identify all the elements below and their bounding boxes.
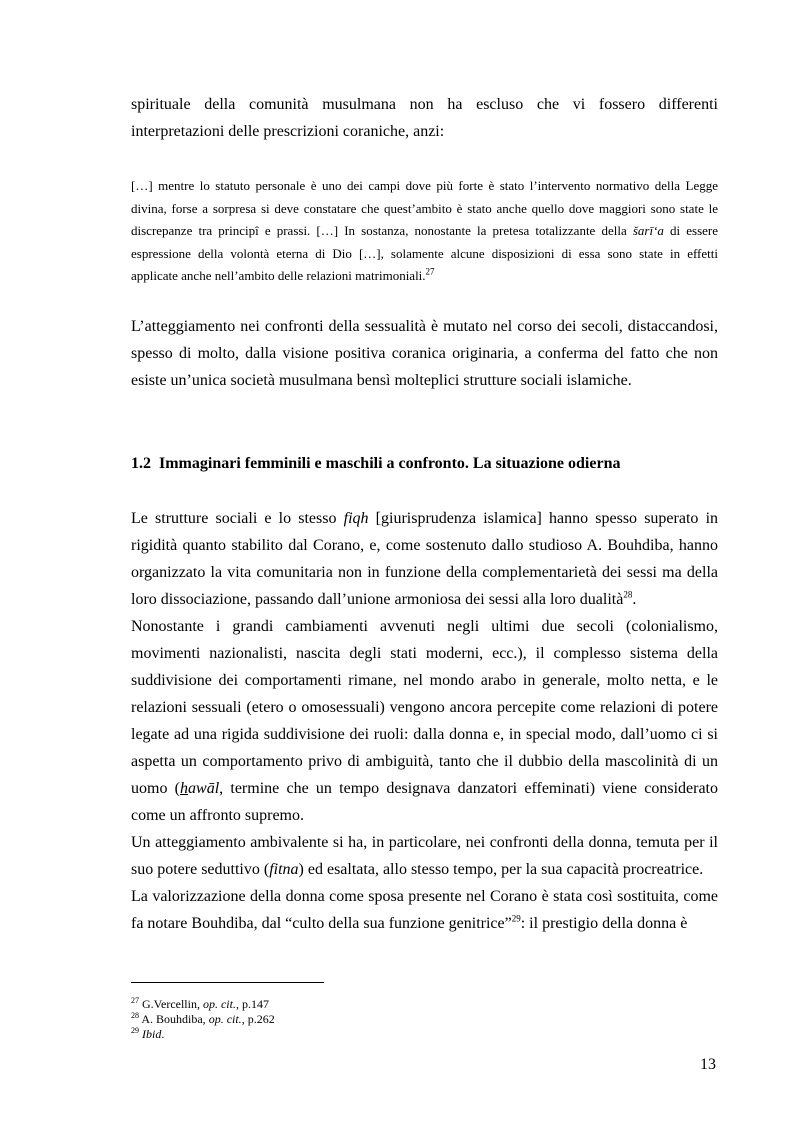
footnote-27: $^{27}$ G.Vercellin, op. cit., p.147 [131,996,269,1011]
text-line: movimenti nazionalisti, nascita degli stati moderni, ecc.), il complesso sistema della [131,645,718,662]
text-line: legate ad una rigida suddivisione dei ruoli: dalla donna e, in special modo, dall’uomo ci si [131,726,718,743]
term-sharia: šarī‘a [632,223,664,238]
text-line: esiste un’unica società musulmana bensì molteplici strutture sociali islamiche. [131,372,632,389]
footnote-separator [131,982,324,983]
footnotes [131,997,275,1042]
paragraph-attitude [131,313,718,394]
quote-line: divina, forse a sorpresa si deve constatare che quest’ambito è stato anche quello dove maggiori sono state le [131,200,718,216]
text-line: Un atteggiamento ambivalente si ha, in particolare, nei confronti della donna, temuta per il [131,834,718,851]
quote-line: applicate anche nell’ambito delle relazioni matrimoniali.$^{27}$ [131,266,435,283]
footnote-ref: 28 [623,589,633,600]
quote-line: discrepanze tra principî e prassi. […] In sostanza, nonostante la pretesa totalizzante della šarī‘a di essere [131,223,719,238]
text-line: rigidità quanto stabilito dal Corano, e, come sostenuto dallo studioso A. Bouhdiba, hanno [131,537,718,554]
block-quote [131,175,718,288]
text-line: Le strutture sociali e lo stesso fiqh [giurisprudenza islamica] hanno spesso superato in [131,510,719,527]
text-line: suo potere seduttivo (fitna) ed esaltata, allo stesso tempo, per la sua capacità procreatrice. [131,861,704,878]
text-line: aspetta un comportamento privo di ambiguità, tanto che il dubbio della mascolinità di un [131,753,718,770]
text-line: L’atteggiamento nei confronti della sessualità è mutato nel corso dei secoli, distaccandosi, [131,318,718,335]
text-line: loro dissociazione, passando dall’unione armoniosa dei sessi alla loro dualità$^{28}$. [131,589,637,608]
paragraph-structures [131,505,718,937]
text-line: organizzato la vita comunitaria non in funzione della complementarietà dei sessi ma della [131,564,718,581]
page-number: 13 [700,1056,716,1073]
section-number: 1.2 [131,455,151,472]
quote-line: espressione della volontà eterna di Dio […], solamente alcune disposizioni di essa sono state in effetti [131,245,718,261]
footnote-ref: 29 [511,913,521,924]
text-line: uomo (hawāl, termine che un tempo designava danzatori effeminati) viene considerato [131,780,718,797]
text-line: fa notare Bouhdiba, dal “culto della sua funzione genitrice”$^{29}$: il prestigio della donna è [131,913,688,932]
footnote-28: $^{28}$ A. Bouhdiba, op. cit., p.262 [131,1011,275,1026]
paragraph-continuation [131,91,718,145]
text-line: relazioni sessuali (etero o omosessuali) vengono ancora percepite come relazioni di potere [131,699,718,716]
text-line: Nonostante i grandi cambiamenti avvenuti negli ultimi due secoli (colonialismo, [131,618,718,635]
text-line: La valorizzazione della donna come sposa presente nel Corano è stata così sostituita, come [131,888,718,905]
footnote-ref: 27 [425,266,435,277]
term-fitna: fitna [269,861,299,878]
text-line: spirituale della comunità musulmana non ha escluso che vi fossero differenti [131,96,718,113]
quote-line: […] mentre lo statuto personale è uno dei campi dove più forte è stato l’intervento normativo della Legge [131,178,718,193]
section-title: Immaginari femminili e maschili a confronto. La situazione odierna [159,455,621,472]
text-line: interpretazioni delle prescrizioni coraniche, anzi: [131,123,445,140]
term-hawal: hawāl [180,780,220,797]
text-line: suddivisione dei comportamenti rimane, nel mondo arabo in generale, molto netta, e le [131,672,718,689]
text-line: spesso di molto, dalla visione positiva coranica originaria, a conferma del fatto che non [131,345,718,362]
section-heading [131,452,718,476]
text-line: come un affronto supremo. [131,807,304,824]
term-fiqh: fiqh [343,510,369,527]
footnote-29: $^{29}$ Ibid. [131,1026,165,1041]
